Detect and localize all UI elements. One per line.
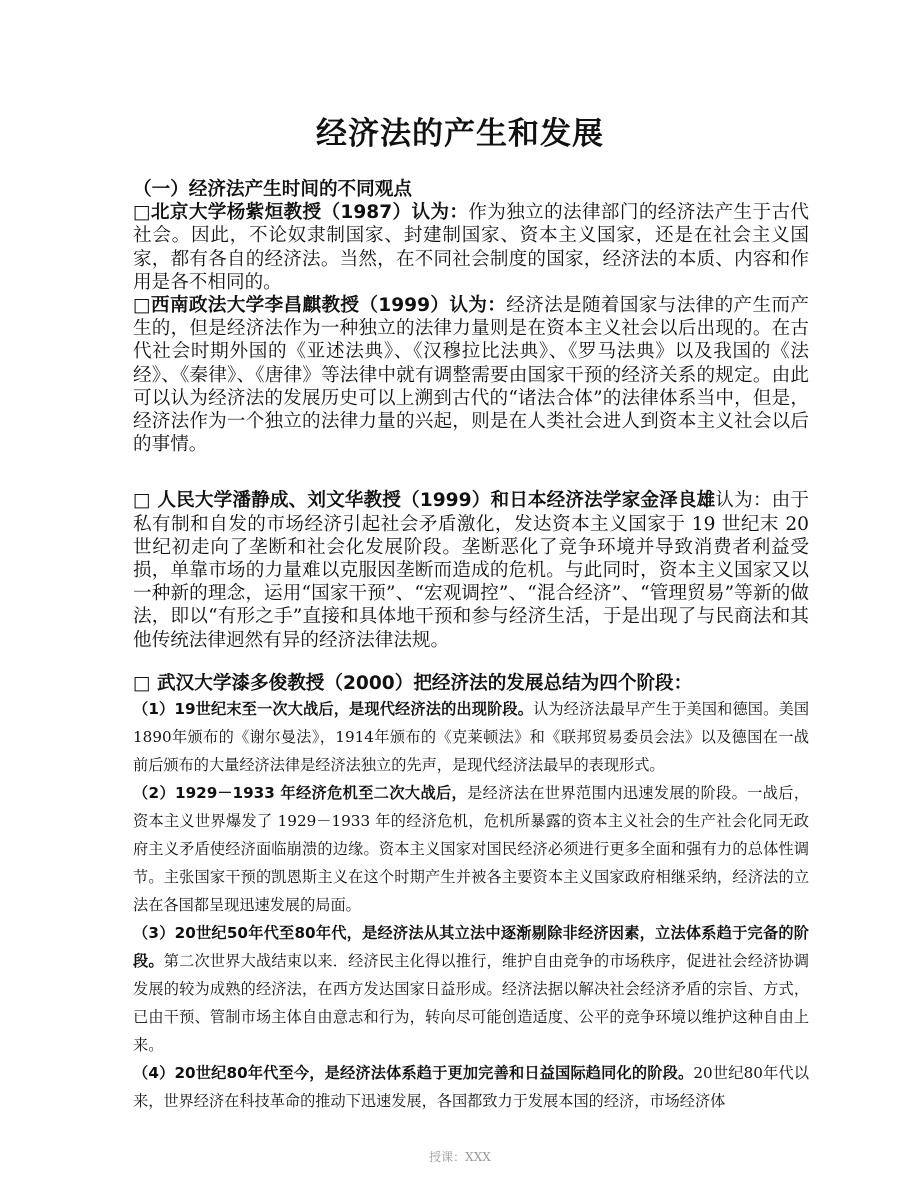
paragraph-yang <box>133 201 809 294</box>
stage-item <box>133 779 809 919</box>
page-footer: 授课：XXX <box>429 1150 491 1164</box>
paragraph-pan <box>133 489 809 651</box>
paragraph-lead: □ 人民大学潘静成、刘文华教授（1999）和日本经济法学家金泽良雄 <box>133 490 716 512</box>
paragraph-text: 作为独立的法律部门的经济法产生于古代社会。因此，不论奴隶制国家、封建制国家、资本主义国家，还是在社会主义国家，都有各自的经济法。当然，在不同社会制度的国家，经济法的本质、内容和作用是各不相同的。 <box>133 202 809 293</box>
paragraph-qi-heading: □ 武汉大学漆多俊教授（2000）把经济法的发展总结为四个阶段： <box>133 672 693 694</box>
stage-text: 是经济法在世界范围内迅速发展的阶段。一战后，资本主义世界爆发了 1929－1933 年的经济危机，危机所暴露的资本主义社会的生产社会化同无政府主义矛盾使经济面临崩溃的边缘。资本主义国家对国民经济必须进行更多全面和强有力的总体性调节。主张国家干预的凯恩斯主义在这个时期产生并被各主要资本主义国家政府相继采纳，经济法的立法在各国都呈现迅速发展的局面。 <box>133 784 810 915</box>
paragraph-li <box>133 294 809 456</box>
stage-text: 第二次世界大战结束以来．经济民主化得以推行，维护自由竞争的市场秩序，促进社会经济协调发展的较为成熟的经济法，在西方发达国家日益形成。经济法据以解决社会经济矛盾的宗旨、方式，已由干预、管制市场主体自由意志和行为，转向尽可能创造适度、公平的竞争环境以维护这种自由上来。 <box>133 952 810 1055</box>
stage-item <box>133 1059 809 1115</box>
stage-item <box>133 919 809 1059</box>
paragraph-text: 认为：由于私有制和自发的市场经济引起社会矛盾激化，发达资本主义国家于 19 世纪末 20 世纪初走向了垄断和社会化发展阶段。垄断恶化了竞争环境并导致消费者利益受损，单靠市场的力量难以克服因垄断而造成的危机。与此同时，资本主义国家又以一种新的理念，运用“国家干预”、“宏观调控”、“混合经济”、“管理贸易”等新的做法，即以“有形之手”直接和具体地干预和参与经济生活，于是出现了与民商法和其他传统法律迥然有异的经济法律法规。 <box>133 490 809 651</box>
document-body <box>133 178 809 1115</box>
stage-lead: （1）19世纪末至一次大战后，是现代经济法的出现阶段。 <box>133 700 534 719</box>
section-heading: （一）经济法产生时间的不同观点 <box>133 179 412 200</box>
document-title: 经济法的产生和发展 <box>316 116 604 152</box>
stage-lead: （3）20世纪50年代至80年代，是经济法从其立法中逐渐剔除非经济因素，立法体系趋于完备的阶段。 <box>133 924 809 971</box>
paragraph-lead: □西南政法大学李昌麒教授（1999）认为： <box>133 295 507 317</box>
stage-lead: （4）20世纪80年代至今，是经济法体系趋于更加完善和日益国际趋同化的阶段。 <box>133 1064 694 1083</box>
stage-item <box>133 695 809 779</box>
paragraph-lead: □北京大学杨紫烜教授（1987）认为： <box>133 202 469 224</box>
stage-text: 20世纪80年代以来，世界经济在科技革命的推动下迅速发展，各国都致力于发展本国的经济，市场经济体 <box>133 1064 810 1111</box>
paragraph-text: 经济法是随着国家与法律的产生而产生的，但是经济法作为一种独立的法律力量则是在资本主义社会以后出现的。在古代社会时期外国的《亚述法典》、《汉穆拉比法典》、《罗马法典》以及我国的《法经》、《秦律》、《唐律》等法律中就有调整需要由国家干预的经济关系的规定。由此可以认为经济法的发展历史可以上溯到古代的“诸法合体”的法律体系当中，但是，经济法作为一个独立的法律力量的兴起，则是在人类社会进人到资本主义社会以后的事情。 <box>133 295 809 456</box>
stage-lead: （2）1929－1933 年经济危机至二次大战后， <box>133 784 468 803</box>
stage-text: 认为经济法最早产生于美国和德国。美国1890年颁布的《谢尔曼法》，1914年颁布的《克莱顿法》和《联邦贸易委员会法》以及德国在一战前后颁布的大量经济法律是经济法独立的先声，是现代经济法最早的表现形式。 <box>133 700 810 775</box>
